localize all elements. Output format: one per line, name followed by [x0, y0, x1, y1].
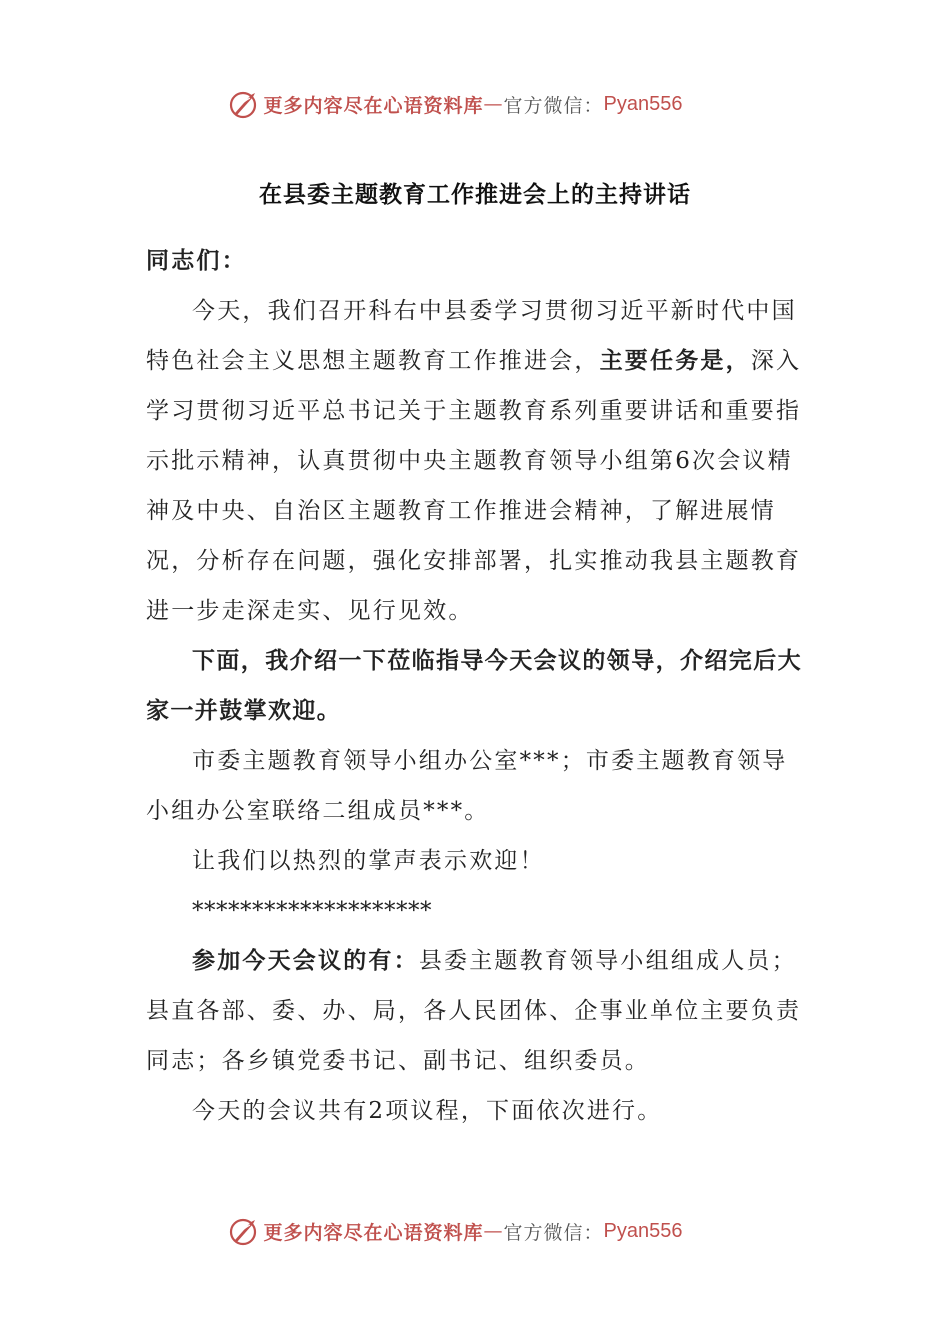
- paragraph-opening-text-b: 深入学习贯彻习近平总书记关于主题教育系列重要讲话和重要指示批示精神，认真贯彻中央主题教育领导小组第6次会议精神及中央、自治区主题教育工作推进会精神，了解进展情况，分析存在问题，强化安排部署，扎实推动我县主题教育进一步走深走实、见行见效。: [146, 348, 802, 624]
- watermark-wechat-id: Pyan556: [603, 92, 683, 115]
- paragraph-attendees-bold: 参加今天会议的有：: [192, 947, 419, 974]
- salutation: 同志们：: [146, 247, 247, 274]
- document-body: [146, 236, 808, 1136]
- watermark-wechat-label: 官方微信：: [503, 1221, 604, 1244]
- paragraph-opening-text-a: 今天，我们召开科右中县委学习贯彻习近平新时代中国特色社会主义思想主题教育工作推进会，: [146, 298, 797, 374]
- paragraph-introduction: 下面，我介绍一下莅临指导今天会议的领导，介绍完后大家一并鼓掌欢迎。: [146, 647, 802, 724]
- paragraph-separator: ********************: [192, 898, 432, 924]
- paragraph-opening: [146, 286, 808, 636]
- paragraph-attendees: [146, 936, 808, 1086]
- footer-watermark: [0, 1211, 950, 1251]
- watermark-dash: —: [483, 1220, 504, 1242]
- header-watermark: [0, 84, 950, 124]
- watermark-site-name: 更多内容尽在心语资料库: [263, 94, 484, 117]
- document-title: 在县委主题教育工作推进会上的主持讲话: [259, 181, 691, 208]
- paragraph-welcome: 让我们以热烈的掌声表示欢迎！: [192, 848, 545, 874]
- paragraph-agenda: 今天的会议共有2项议程，下面依次进行。: [192, 1098, 663, 1124]
- watermark-wechat-id: Pyan556: [603, 1219, 683, 1242]
- watermark-dash: —: [483, 93, 504, 115]
- watermark-site-name: 更多内容尽在心语资料库: [263, 1221, 484, 1244]
- paragraph-leaders: 市委主题教育领导小组办公室***；市委主题教育领导小组办公室联络二组成员***。: [146, 748, 788, 824]
- paragraph-opening-bold: 主要任务是，: [599, 347, 751, 374]
- quill-logo-icon: [228, 1215, 260, 1247]
- watermark-wechat-label: 官方微信：: [503, 94, 604, 117]
- paragraph-attendees-text: 县委主题教育领导小组组成人员；县直各部、委、办、局，各人民团体、企事业单位主要负责同志；各乡镇党委书记、副书记、组织委员。: [146, 948, 802, 1074]
- quill-logo-icon: [228, 88, 260, 120]
